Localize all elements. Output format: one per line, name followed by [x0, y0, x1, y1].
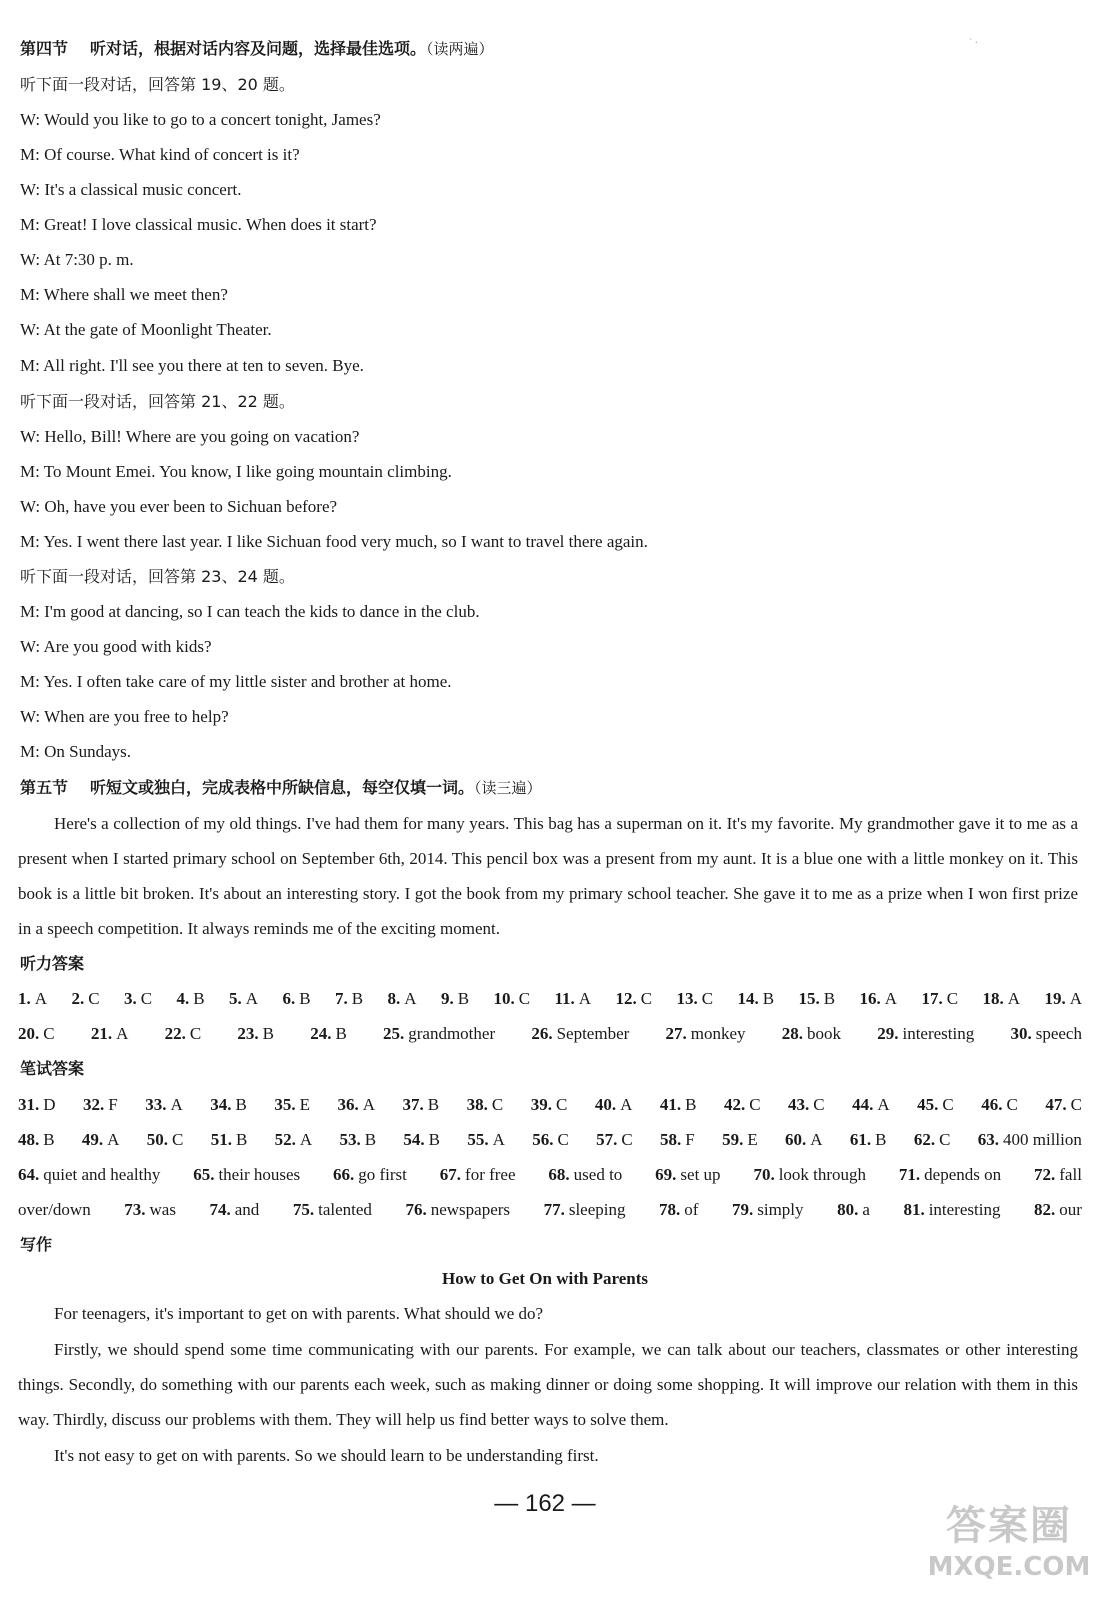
answer-value: C — [88, 989, 100, 1008]
answer-item — [333, 1164, 407, 1186]
answer-number: 4. — [176, 989, 190, 1008]
listening-answers-row-1 — [18, 988, 1082, 1010]
listening-answers-row-2 — [18, 1023, 1082, 1045]
answer-number: 81. — [903, 1200, 925, 1219]
answer-item — [1044, 988, 1082, 1010]
answer-item — [981, 1094, 1018, 1116]
answer-item — [788, 1094, 825, 1116]
answer-item — [176, 988, 204, 1010]
answer-value: C — [518, 989, 531, 1008]
answer-number: 74. — [209, 1200, 231, 1219]
answer-item — [877, 1023, 974, 1045]
answer-item — [467, 1129, 505, 1151]
answer-value: D — [43, 1095, 56, 1114]
answer-number: 65. — [193, 1165, 215, 1184]
answer-item — [18, 1094, 56, 1116]
answer-number: 71. — [898, 1165, 921, 1184]
answer-item — [785, 1129, 823, 1151]
answer-value: C — [640, 989, 653, 1008]
written-answers-title: 笔试答案 — [20, 1059, 85, 1078]
answer-value: E — [747, 1130, 758, 1149]
written-answers-row-4 — [18, 1199, 1082, 1221]
answer-value: C — [939, 1130, 951, 1149]
answer-item — [310, 1023, 347, 1045]
section4-text: 听对话，根据对话内容及问题，选择最佳选项。 — [90, 39, 427, 58]
answer-item — [548, 1164, 622, 1186]
answer-value: look through — [778, 1165, 867, 1184]
answer-item — [441, 988, 469, 1010]
answer-value: A — [107, 1130, 120, 1149]
answer-number: 52. — [274, 1130, 296, 1149]
essay-paragraph-2: Firstly, we should spend some time communicating with our parents. For example, we can talk about our teachers, classmates or other interesting things. Secondly, do something with our parents each week, such as making dinner or doing some shopping. It will improve our relation with them in this way. Thirdly, discuss our problems with them. They will help us find better ways to solve them. — [18, 1340, 1078, 1429]
answer-item — [724, 1094, 761, 1116]
answer-item — [493, 988, 530, 1010]
answer-number: 2. — [71, 989, 85, 1008]
section4-note: （读两遍） — [426, 40, 494, 58]
answer-value: B — [364, 1130, 377, 1149]
answer-item — [677, 988, 714, 1010]
answer-number: 15. — [798, 989, 820, 1008]
answer-value: B — [762, 989, 775, 1008]
answer-item — [1034, 1199, 1082, 1221]
answer-value: C — [946, 989, 959, 1008]
watermark-logo: 答案圈 — [946, 1503, 1072, 1549]
section5-label: 第五节 — [20, 778, 69, 797]
answer-item — [383, 1023, 495, 1045]
answer-number: 46. — [981, 1095, 1003, 1114]
answer-number: 36. — [337, 1095, 359, 1114]
written-answers-row-1 — [18, 1094, 1082, 1116]
answer-item — [335, 988, 363, 1010]
answer-value: interesting — [902, 1024, 975, 1043]
answer-item — [922, 988, 959, 1010]
answer-value: C — [172, 1130, 184, 1149]
answer-number: 17. — [921, 989, 943, 1008]
answer-item — [467, 1094, 504, 1116]
answer-value: B — [457, 989, 470, 1008]
dialogue-line: W: Are you good with kids? — [20, 637, 212, 656]
answer-item — [83, 1094, 118, 1116]
answer-item — [1034, 1164, 1082, 1186]
dialogue-intro: 听下面一段对话，回答第 21、22 题。 — [20, 392, 295, 411]
answer-number: 50. — [146, 1130, 169, 1149]
answer-number: 82. — [1034, 1200, 1056, 1219]
answer-value: B — [685, 1095, 697, 1114]
answer-value: B — [43, 1130, 55, 1149]
dialogue-line: W: Would you like to go to a concert tonight, James? — [20, 110, 381, 129]
answer-number: 57. — [596, 1130, 618, 1149]
answer-item — [193, 1164, 300, 1186]
answer-number: 77. — [543, 1200, 565, 1219]
answer-item — [666, 1023, 746, 1045]
dialogue-line: M: Great! I love classical music. When does it start? — [20, 215, 377, 234]
writing-title: 写作 — [20, 1235, 53, 1254]
answer-value: of — [684, 1200, 699, 1219]
answer-number: 14. — [737, 989, 759, 1008]
essay-paragraph-1: For teenagers, it's important to get on with parents. What should we do? — [54, 1304, 544, 1323]
answer-value: B — [428, 1130, 440, 1149]
answer-item — [91, 1023, 129, 1045]
answer-item — [544, 1199, 626, 1221]
answer-item — [596, 1129, 633, 1151]
answer-item — [917, 1094, 954, 1116]
scan-speck: ` · — [968, 38, 978, 49]
answer-value: interesting — [928, 1200, 1001, 1219]
dialogue-line: M: Where shall we meet then? — [20, 285, 228, 304]
answer-value: A — [1069, 989, 1082, 1008]
dialogue-line: W: At 7:30 p. m. — [20, 250, 134, 269]
answer-value: A — [170, 1095, 183, 1114]
answer-item — [147, 1129, 184, 1151]
answer-value: A — [884, 989, 898, 1008]
answer-number: 6. — [282, 989, 296, 1008]
answer-item — [659, 1199, 698, 1221]
dialogue-line: W: It's a classical music concert. — [20, 180, 242, 199]
answer-value: C — [140, 989, 153, 1008]
answer-item — [978, 1129, 1082, 1151]
answer-number: 7. — [334, 989, 348, 1008]
answer-item — [722, 1129, 758, 1151]
essay-paragraph-3: It's not easy to get on with parents. So we should learn to be understanding first. — [54, 1446, 599, 1465]
answer-value: C — [491, 1095, 504, 1114]
answer-number: 66. — [333, 1165, 355, 1184]
answer-value: and — [234, 1200, 260, 1219]
section5-heading — [20, 777, 542, 799]
section5-passage: Here's a collection of my old things. I've had them for many years. This bag has a superman on it. It's my favorite. My grandmother gave it to me as a present when I started primary school on September 6th, 2014. This pencil box was a present from my aunt. It is a blue one with a little monkey on it. This book is a little bit broken. It's about an interesting story. I got the book from my primary school teacher. She gave it to me as a prize when I won first prize in a speech competition. It always reminds me of the exciting moment. — [18, 814, 1078, 938]
answer-item — [405, 1199, 510, 1221]
answer-item — [403, 1094, 440, 1116]
answer-item — [782, 1023, 841, 1045]
answer-number: 13. — [676, 989, 698, 1008]
answer-number: 43. — [788, 1095, 810, 1114]
answer-item — [983, 988, 1021, 1010]
answer-value: A — [362, 1095, 376, 1114]
dialogue-line: M: All right. I'll see you there at ten to seven. Bye. — [20, 356, 364, 375]
answer-item — [403, 1129, 440, 1151]
answer-number: 23. — [237, 1024, 259, 1043]
answer-number: 58. — [660, 1130, 682, 1149]
answer-number: 54. — [403, 1130, 425, 1149]
answer-value: A — [116, 1024, 129, 1043]
answer-number: 33. — [145, 1095, 167, 1114]
answer-value: our — [1059, 1200, 1082, 1219]
answer-number: 39. — [530, 1095, 552, 1114]
answer-item — [837, 1199, 870, 1221]
answer-number: 42. — [723, 1095, 746, 1114]
dialogue-line: M: I'm good at dancing, so I can teach the kids to dance in the club. — [20, 602, 480, 621]
answer-number: 59. — [722, 1130, 744, 1149]
answer-item — [660, 1129, 695, 1151]
answer-item — [860, 988, 898, 1010]
answer-value: book — [807, 1024, 841, 1043]
answer-value: B — [235, 1130, 248, 1149]
answer-number: 29. — [877, 1024, 899, 1043]
answer-value: B — [299, 989, 311, 1008]
answer-item — [753, 1164, 866, 1186]
answer-value: F — [685, 1130, 695, 1149]
answer-number: 53. — [339, 1130, 361, 1149]
answer-number: 16. — [859, 989, 881, 1008]
answer-number: 80. — [837, 1200, 859, 1219]
answer-value: was — [149, 1200, 176, 1219]
page-number: — 162 — — [494, 1490, 596, 1517]
answer-item — [71, 988, 99, 1010]
answer-number: 44. — [852, 1095, 874, 1114]
answer-value: talented — [318, 1200, 372, 1219]
answer-value: over/down — [18, 1200, 91, 1219]
answer-item — [532, 1129, 569, 1151]
answer-item — [914, 1129, 951, 1151]
answer-number: 8. — [387, 989, 401, 1008]
answer-number: 38. — [466, 1095, 488, 1114]
answer-item — [18, 988, 47, 1010]
answer-item — [554, 988, 591, 1010]
answer-number: 31. — [18, 1095, 40, 1114]
answer-number: 35. — [274, 1095, 296, 1114]
answer-item — [237, 1023, 274, 1045]
dialogue-line: W: Hello, Bill! Where are you going on vacation? — [20, 427, 360, 446]
answer-value: sleeping — [568, 1200, 626, 1219]
answer-value: A — [404, 989, 417, 1008]
answer-number: 9. — [440, 989, 454, 1008]
listening-answers-title: 听力答案 — [20, 954, 85, 973]
answer-value: their houses — [218, 1165, 301, 1184]
dialogue-line: M: On Sundays. — [20, 742, 131, 761]
answer-item — [275, 1129, 313, 1151]
answer-number: 72. — [1034, 1165, 1056, 1184]
answer-item — [145, 1094, 183, 1116]
answer-value: simply — [757, 1200, 804, 1219]
answer-number: 56. — [532, 1130, 554, 1149]
answer-item — [293, 1199, 372, 1221]
answer-value: for free — [465, 1165, 516, 1184]
answer-item — [124, 1199, 176, 1221]
answer-number: 1. — [18, 989, 31, 1008]
answer-item — [282, 988, 310, 1010]
answer-number: 68. — [548, 1165, 570, 1184]
answer-item — [338, 1094, 376, 1116]
answer-number: 41. — [659, 1095, 682, 1114]
answer-number: 76. — [405, 1200, 427, 1219]
answer-number: 63. — [977, 1130, 999, 1149]
answer-item — [903, 1199, 1000, 1221]
answer-number: 47. — [1045, 1095, 1067, 1114]
answer-number: 24. — [310, 1024, 332, 1043]
answer-item — [1010, 1023, 1082, 1045]
answer-item — [655, 1164, 720, 1186]
answer-item — [82, 1129, 120, 1151]
answer-value: quiet and healthy — [43, 1165, 161, 1184]
answer-value: set up — [680, 1165, 721, 1184]
answer-number: 67. — [439, 1165, 462, 1184]
dialogue-line: W: Oh, have you ever been to Sichuan before? — [20, 497, 338, 516]
answer-number: 48. — [18, 1130, 40, 1149]
answer-number: 32. — [83, 1095, 105, 1114]
dialogue-line: M: To Mount Emei. You know, I like going mountain climbing. — [20, 462, 452, 481]
answer-number: 34. — [210, 1095, 232, 1114]
answer-value: depends on — [924, 1165, 1002, 1184]
answer-item — [660, 1094, 697, 1116]
answer-number: 20. — [18, 1024, 40, 1043]
answer-item — [274, 1094, 310, 1116]
answer-item — [18, 1164, 160, 1186]
answer-value: B — [427, 1095, 440, 1114]
answer-value: C — [701, 989, 714, 1008]
answer-number: 40. — [594, 1095, 617, 1114]
answer-value: A — [877, 1095, 890, 1114]
answer-value: speech — [1035, 1024, 1082, 1043]
answer-value: A — [1007, 989, 1021, 1008]
answer-number: 25. — [383, 1024, 405, 1043]
answer-number: 70. — [753, 1165, 775, 1184]
answer-value: C — [942, 1095, 954, 1114]
answer-number: 60. — [785, 1130, 807, 1149]
answer-item — [899, 1164, 1001, 1186]
answer-number: 21. — [90, 1024, 113, 1043]
answer-item — [124, 988, 152, 1010]
answer-number: 3. — [123, 989, 137, 1008]
answer-item — [531, 1023, 629, 1045]
answer-item — [339, 1129, 376, 1151]
answer-value: C — [749, 1095, 761, 1114]
answer-number: 30. — [1010, 1024, 1032, 1043]
answer-value: grandmother — [408, 1024, 496, 1043]
answer-value: newspapers — [430, 1200, 511, 1219]
watermark — [914, 1500, 1104, 1596]
answer-value: B — [875, 1130, 887, 1149]
answer-number: 18. — [982, 989, 1004, 1008]
watermark-url: MXQE.COM — [927, 1552, 1091, 1582]
essay-title: How to Get On with Parents — [441, 1269, 649, 1288]
answer-value: A — [492, 1130, 505, 1149]
answer-item — [531, 1094, 568, 1116]
answer-number: 55. — [467, 1130, 489, 1149]
answer-number: 73. — [124, 1200, 146, 1219]
answer-value: B — [193, 989, 205, 1008]
answer-value: F — [108, 1095, 118, 1114]
answer-item — [732, 1199, 804, 1221]
answer-value: A — [578, 989, 592, 1008]
answer-item — [595, 1094, 633, 1116]
answer-value: B — [262, 1024, 274, 1043]
answer-item — [210, 1094, 247, 1116]
dialogue-line: W: When are you free to help? — [20, 707, 229, 726]
answer-value: B — [823, 989, 836, 1008]
dialogue-line: M: Yes. I often take care of my little sister and brother at home. — [20, 672, 452, 691]
answer-value: A — [299, 1130, 313, 1149]
answer-value: B — [335, 1024, 347, 1043]
answer-number: 49. — [81, 1130, 104, 1149]
answer-value: 400 million — [1003, 1130, 1082, 1149]
answer-value: monkey — [690, 1024, 746, 1043]
answer-number: 37. — [402, 1095, 424, 1114]
answer-item — [799, 988, 836, 1010]
answer-item — [18, 1129, 55, 1151]
answer-number: 45. — [917, 1095, 939, 1114]
section5-note: （读三遍） — [474, 779, 542, 797]
answer-value: A — [620, 1095, 633, 1114]
answer-number: 28. — [781, 1024, 803, 1043]
answer-number: 10. — [493, 989, 515, 1008]
answer-item — [850, 1129, 887, 1151]
answer-item — [615, 988, 652, 1010]
answer-number: 19. — [1044, 989, 1066, 1008]
answer-item — [852, 1094, 890, 1116]
answer-number: 27. — [665, 1024, 687, 1043]
answer-number: 75. — [292, 1200, 315, 1219]
answer-value: E — [299, 1095, 311, 1114]
answer-value: C — [1070, 1095, 1082, 1114]
section4-label: 第四节 — [20, 39, 69, 58]
section5-text: 听短文或独白，完成表格中所缺信息，每空仅填一词。 — [90, 778, 475, 797]
answer-number: 62. — [913, 1130, 936, 1149]
answer-value: fall — [1059, 1165, 1082, 1184]
dialogue-intro: 听下面一段对话，回答第 19、20 题。 — [20, 75, 295, 94]
answer-value: C — [43, 1024, 55, 1043]
answer-item — [229, 988, 258, 1010]
answer-number: 12. — [615, 989, 637, 1008]
written-answers-row-2 — [18, 1129, 1082, 1151]
answer-value: C — [555, 1095, 568, 1114]
answer-value: go first — [358, 1165, 407, 1184]
answer-number: 51. — [210, 1130, 232, 1149]
answer-item — [387, 988, 416, 1010]
answer-value: C — [1006, 1095, 1018, 1114]
dialogue-line: M: Of course. What kind of concert is it? — [20, 145, 300, 164]
answer-value: a — [862, 1200, 870, 1219]
answer-value: September — [556, 1024, 630, 1043]
answer-number: 26. — [531, 1024, 553, 1043]
answer-number: 79. — [732, 1200, 754, 1219]
answer-item — [738, 988, 775, 1010]
answer-number: 22. — [164, 1024, 186, 1043]
answer-item — [440, 1164, 516, 1186]
answer-value: A — [810, 1130, 823, 1149]
answer-item — [211, 1129, 248, 1151]
dialogue-intro: 听下面一段对话，回答第 23、24 题。 — [20, 567, 295, 586]
answer-item — [210, 1199, 260, 1221]
answer-item — [18, 1199, 91, 1221]
answer-number: 11. — [554, 989, 575, 1008]
answer-value: C — [557, 1130, 569, 1149]
answer-number: 78. — [659, 1200, 681, 1219]
answer-value: C — [813, 1095, 825, 1114]
answer-item — [165, 1023, 202, 1045]
answer-item — [1045, 1094, 1082, 1116]
answer-number: 64. — [18, 1165, 40, 1184]
answer-number: 69. — [655, 1165, 677, 1184]
answer-item — [18, 1023, 55, 1045]
answer-value: A — [34, 989, 48, 1008]
section4-heading — [20, 38, 494, 60]
dialogue-line: M: Yes. I went there last year. I like Sichuan food very much, so I want to travel there again. — [20, 532, 648, 551]
answer-value: used to — [573, 1165, 623, 1184]
dialogue-line: W: At the gate of Moonlight Theater. — [20, 320, 272, 339]
answer-value: B — [235, 1095, 247, 1114]
answer-value: C — [189, 1024, 202, 1043]
answer-value: A — [245, 989, 259, 1008]
answer-value: B — [351, 989, 364, 1008]
answer-number: 61. — [849, 1130, 872, 1149]
answer-value: C — [621, 1130, 633, 1149]
answer-number: 5. — [229, 989, 242, 1008]
written-answers-row-3 — [18, 1164, 1082, 1186]
